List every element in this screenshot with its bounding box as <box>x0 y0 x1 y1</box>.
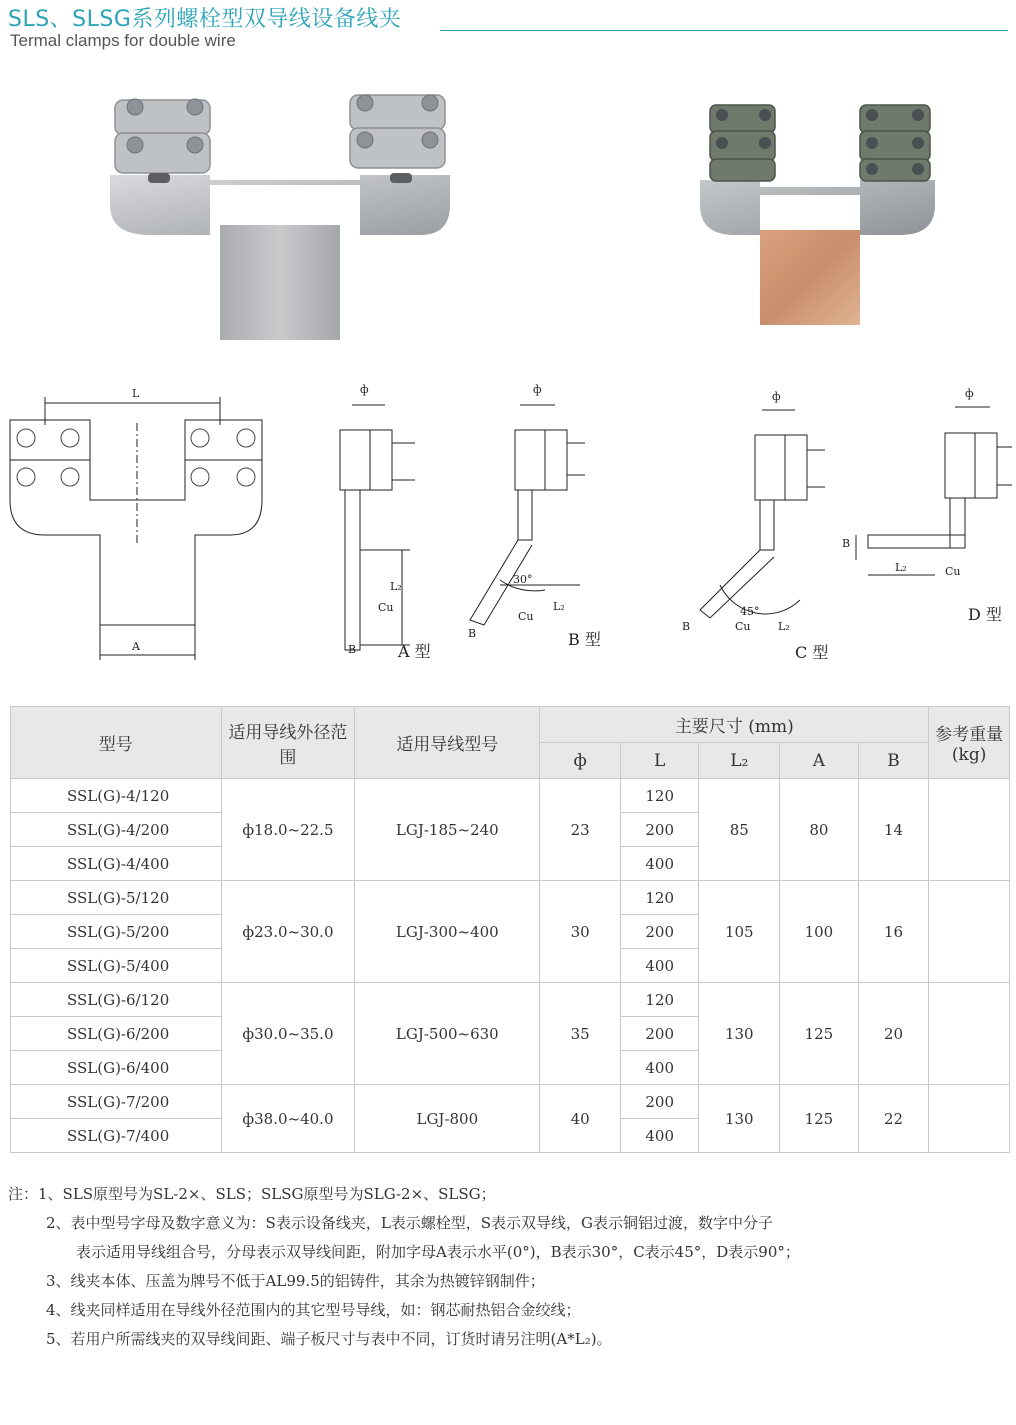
dim-label-B-a: B <box>348 643 357 656</box>
technical-drawings <box>0 375 1016 675</box>
dim-label-phi-d: ф <box>965 387 974 400</box>
phi-cell: 30 <box>540 881 621 983</box>
od-range-cell: ф38.0~40.0 <box>221 1085 355 1153</box>
weight-cell <box>929 1085 1010 1153</box>
note-line: 5、若用户所需线夹的双导线间距、端子板尺寸与表中不同，订货时请另注明(A*L₂)。 <box>46 1330 612 1348</box>
header-A: A <box>780 743 859 779</box>
A-cell: 80 <box>780 779 859 881</box>
L-cell: 200 <box>620 915 699 949</box>
L-cell: 200 <box>620 1017 699 1051</box>
conductor-cell: LGJ-300~400 <box>355 881 540 983</box>
L-cell: 400 <box>620 1119 699 1153</box>
od-range-cell: ф18.0~22.5 <box>221 779 355 881</box>
page-subtitle: Termal clamps for double wire <box>10 31 236 50</box>
dim-label-A: A <box>132 640 140 653</box>
B-cell: 14 <box>858 779 929 881</box>
header-B: B <box>858 743 929 779</box>
type-label-a: A 型 <box>398 642 431 661</box>
A-cell: 100 <box>780 881 859 983</box>
dim-label-L2-c: L₂ <box>778 620 790 633</box>
dim-label-phi-c: ф <box>772 390 781 403</box>
note-line: 表示适用导线组合号，分母表示双导线间距，附加字母A表示水平(0°)，B表示30°，C表示45°，D表示90°； <box>76 1243 800 1261</box>
L-cell: 120 <box>620 881 699 915</box>
header-L2: L₂ <box>699 743 780 779</box>
table-row <box>11 1085 1010 1119</box>
od-range-cell: ф23.0~30.0 <box>221 881 355 983</box>
page-title: SLS、SLSG系列螺栓型双导线设备线夹 <box>8 7 402 32</box>
A-cell: 125 <box>780 983 859 1085</box>
phi-cell: 35 <box>540 983 621 1085</box>
L-cell: 120 <box>620 983 699 1017</box>
L-cell: 400 <box>620 949 699 983</box>
copper-aluminium-clamp-photo <box>690 95 960 335</box>
model-cell: SSL(G)-5/200 <box>11 915 222 949</box>
cu-label-b: Cu <box>518 610 534 623</box>
weight-cell <box>929 983 1010 1085</box>
L-cell: 400 <box>620 847 699 881</box>
model-cell: SSL(G)-7/200 <box>11 1085 222 1119</box>
header-main-dims: 主要尺寸 (mm) <box>540 707 929 743</box>
type-label-d: D 型 <box>968 605 1002 624</box>
conductor-cell: LGJ-500~630 <box>355 983 540 1085</box>
conductor-cell: LGJ-800 <box>355 1085 540 1153</box>
aluminium-clamp-photo <box>100 85 460 345</box>
note-line: 3、线夹本体、压盖为牌号不低于AL99.5的铝铸件，其余为热镀锌钢制件； <box>46 1272 545 1290</box>
B-cell: 20 <box>858 983 929 1085</box>
L-cell: 400 <box>620 1051 699 1085</box>
header-L: L <box>620 743 699 779</box>
dim-label-L2-d: L₂ <box>895 561 907 574</box>
model-cell: SSL(G)-5/400 <box>11 949 222 983</box>
cu-label-a: Cu <box>378 601 394 614</box>
weight-cell <box>929 779 1010 881</box>
model-cell: SSL(G)-7/400 <box>11 1119 222 1153</box>
dim-label-B-b: B <box>468 627 477 640</box>
header-conductor-model: 适用导线型号 <box>355 707 540 779</box>
table-row <box>11 779 1010 813</box>
model-cell: SSL(G)-6/120 <box>11 983 222 1017</box>
type-label-c: C 型 <box>795 643 829 662</box>
dim-label-B-c: B <box>682 620 691 633</box>
L2-cell: 130 <box>699 983 780 1085</box>
B-cell: 16 <box>858 881 929 983</box>
notes-section <box>8 1180 1008 1354</box>
header-phi: ф <box>540 743 621 779</box>
model-cell: SSL(G)-4/200 <box>11 813 222 847</box>
dim-label-L: L <box>132 387 140 400</box>
model-cell: SSL(G)-6/400 <box>11 1051 222 1085</box>
phi-cell: 23 <box>540 779 621 881</box>
cu-label-d: Cu <box>945 565 961 578</box>
angle-label-c: 45° <box>740 605 760 618</box>
title-divider <box>440 30 1008 31</box>
L2-cell: 85 <box>699 779 780 881</box>
header-weight: 参考重量(kg) <box>929 707 1010 779</box>
B-cell: 22 <box>858 1085 929 1153</box>
conductor-cell: LGJ-185~240 <box>355 779 540 881</box>
note-line: 4、线夹同样适用在导线外径范围内的其它型号导线，如：钢芯耐热铝合金绞线； <box>46 1301 581 1319</box>
model-cell: SSL(G)-5/120 <box>11 881 222 915</box>
dim-label-phi-b: ф <box>533 383 542 396</box>
header-model: 型号 <box>11 707 222 779</box>
table-row <box>11 983 1010 1017</box>
L2-cell: 105 <box>699 881 780 983</box>
weight-cell <box>929 881 1010 983</box>
dim-label-B-d: B <box>842 537 851 550</box>
model-cell: SSL(G)-6/200 <box>11 1017 222 1051</box>
phi-cell: 40 <box>540 1085 621 1153</box>
L-cell: 120 <box>620 779 699 813</box>
dim-label-L2-a: L₂ <box>390 580 402 593</box>
model-cell: SSL(G)-4/120 <box>11 779 222 813</box>
type-label-b: B 型 <box>568 630 601 649</box>
cu-label-c: Cu <box>735 620 751 633</box>
model-cell: SSL(G)-4/400 <box>11 847 222 881</box>
dim-label-phi-a: ф <box>360 383 369 396</box>
table-row <box>11 881 1010 915</box>
dim-label-L2-b: L₂ <box>553 600 565 613</box>
note-line: 注：1、SLS原型号为SL-2×、SLS；SLSG原型号为SLG-2×、SLSG； <box>8 1185 496 1203</box>
header-od-range: 适用导线外径范围 <box>221 707 355 779</box>
note-line: 2、表中型号字母及数字意义为：S表示设备线夹，L表示螺栓型，S表示双导线，G表示铜铝过渡，数字中分子 <box>46 1214 774 1232</box>
angle-label-b: 30° <box>513 573 533 586</box>
L2-cell: 130 <box>699 1085 780 1153</box>
A-cell: 125 <box>780 1085 859 1153</box>
L-cell: 200 <box>620 813 699 847</box>
od-range-cell: ф30.0~35.0 <box>221 983 355 1085</box>
spec-table <box>10 706 1010 1153</box>
L-cell: 200 <box>620 1085 699 1119</box>
